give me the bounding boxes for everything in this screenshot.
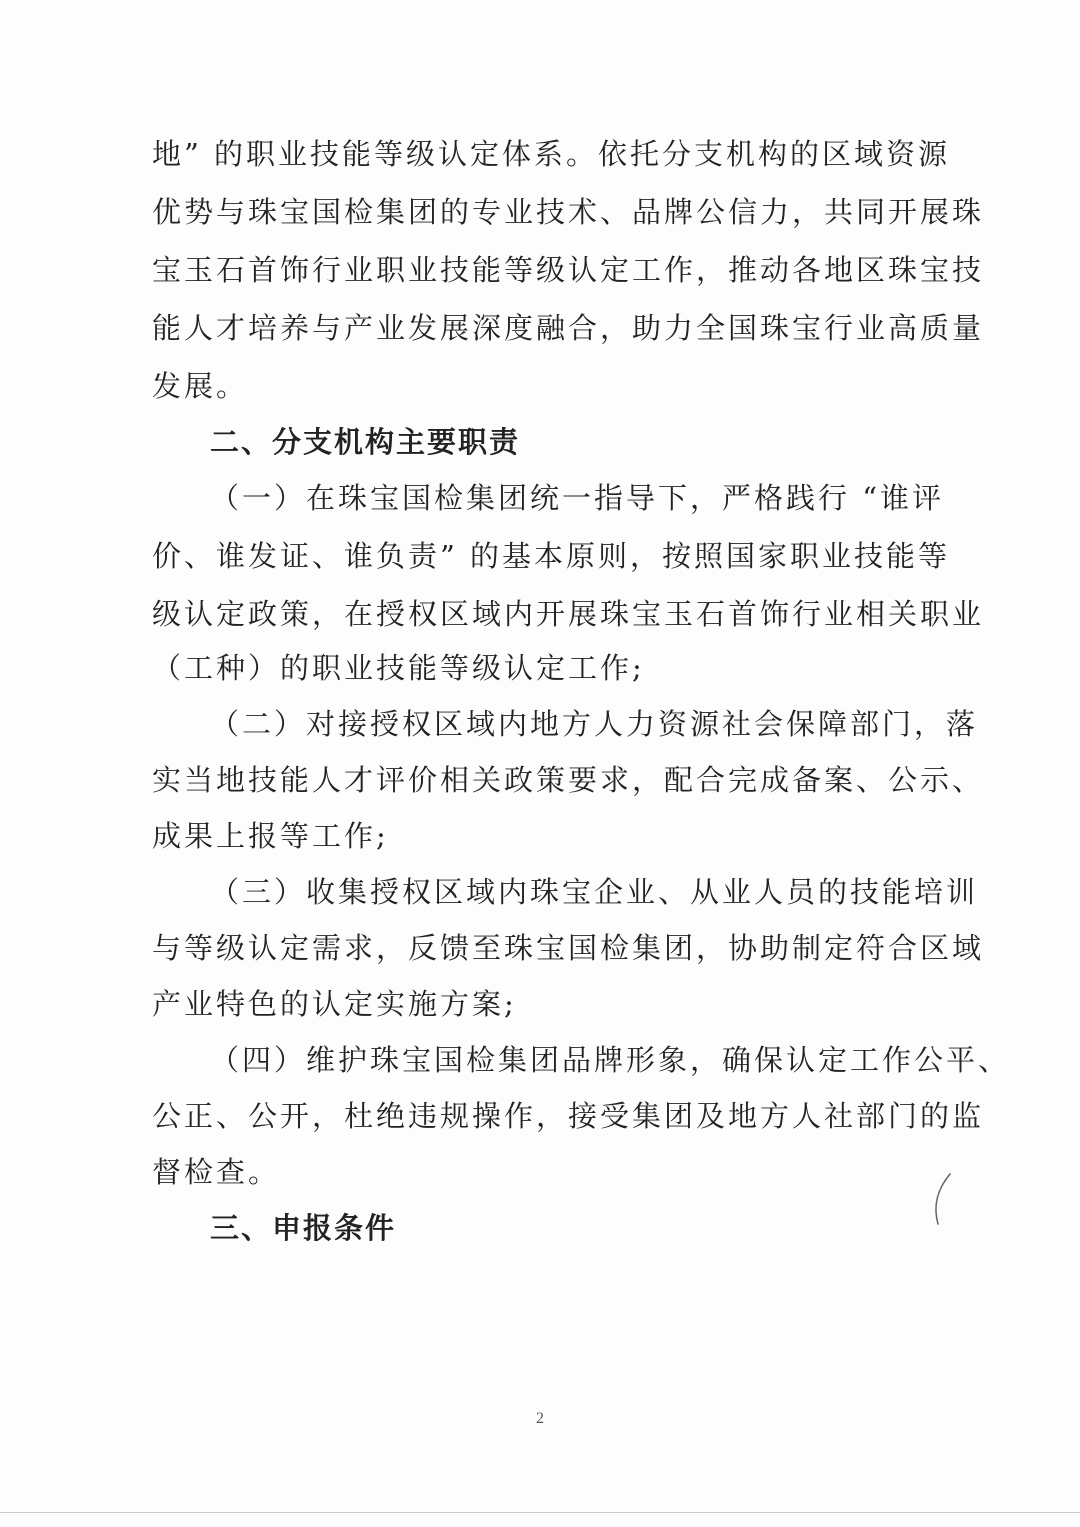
text-line: 优势与珠宝国检集团的专业技术、品牌公信力，共同开展珠	[152, 195, 985, 229]
text-line: （三）收集授权区域内珠宝企业、从业人员的技能培训	[210, 875, 979, 909]
text-line: 地” 的职业技能等级认定体系。依托分支机构的区域资源	[152, 137, 951, 171]
text-line: 产业特色的认定实施方案;	[152, 987, 517, 1021]
text-line: 公正、公开，杜绝违规操作，接受集团及地方人社部门的监	[152, 1099, 985, 1133]
text-line: 督检查。	[152, 1155, 281, 1189]
section-heading: 二、分支机构主要职责	[210, 425, 521, 459]
text-line: 宝玉石首饰行业职业技能等级认定工作，推动各地区珠宝技	[152, 253, 985, 287]
section-heading: 三、申报条件	[210, 1211, 397, 1245]
text-line: 与等级认定需求，反馈至珠宝国检集团，协助制定符合区域	[152, 931, 985, 965]
text-line: 价、谁发证、谁负责” 的基本原则，按照国家职业技能等	[152, 539, 951, 573]
pen-mark-icon	[928, 1172, 954, 1228]
text-line: （工种）的职业技能等级认定工作;	[152, 651, 645, 685]
scan-edge-divider	[0, 1512, 1080, 1513]
text-line: 实当地技能人才评价相关政策要求，配合完成备案、公示、	[152, 763, 985, 797]
text-line: 成果上报等工作;	[152, 819, 389, 853]
text-line: （二）对接授权区域内地方人力资源社会保障部门，落	[210, 707, 979, 741]
text-line: 能人才培养与产业发展深度融合，助力全国珠宝行业高质量	[152, 311, 985, 345]
page-number: 2	[536, 1410, 544, 1427]
text-line: 发展。	[152, 369, 249, 403]
text-line: 级认定政策，在授权区域内开展珠宝玉石首饰行业相关职业	[152, 597, 985, 631]
text-line: （四）维护珠宝国检集团品牌形象，确保认定工作公平、	[210, 1043, 1011, 1077]
text-line: （一）在珠宝国检集团统一指导下，严格践行 “谁评	[210, 481, 945, 515]
